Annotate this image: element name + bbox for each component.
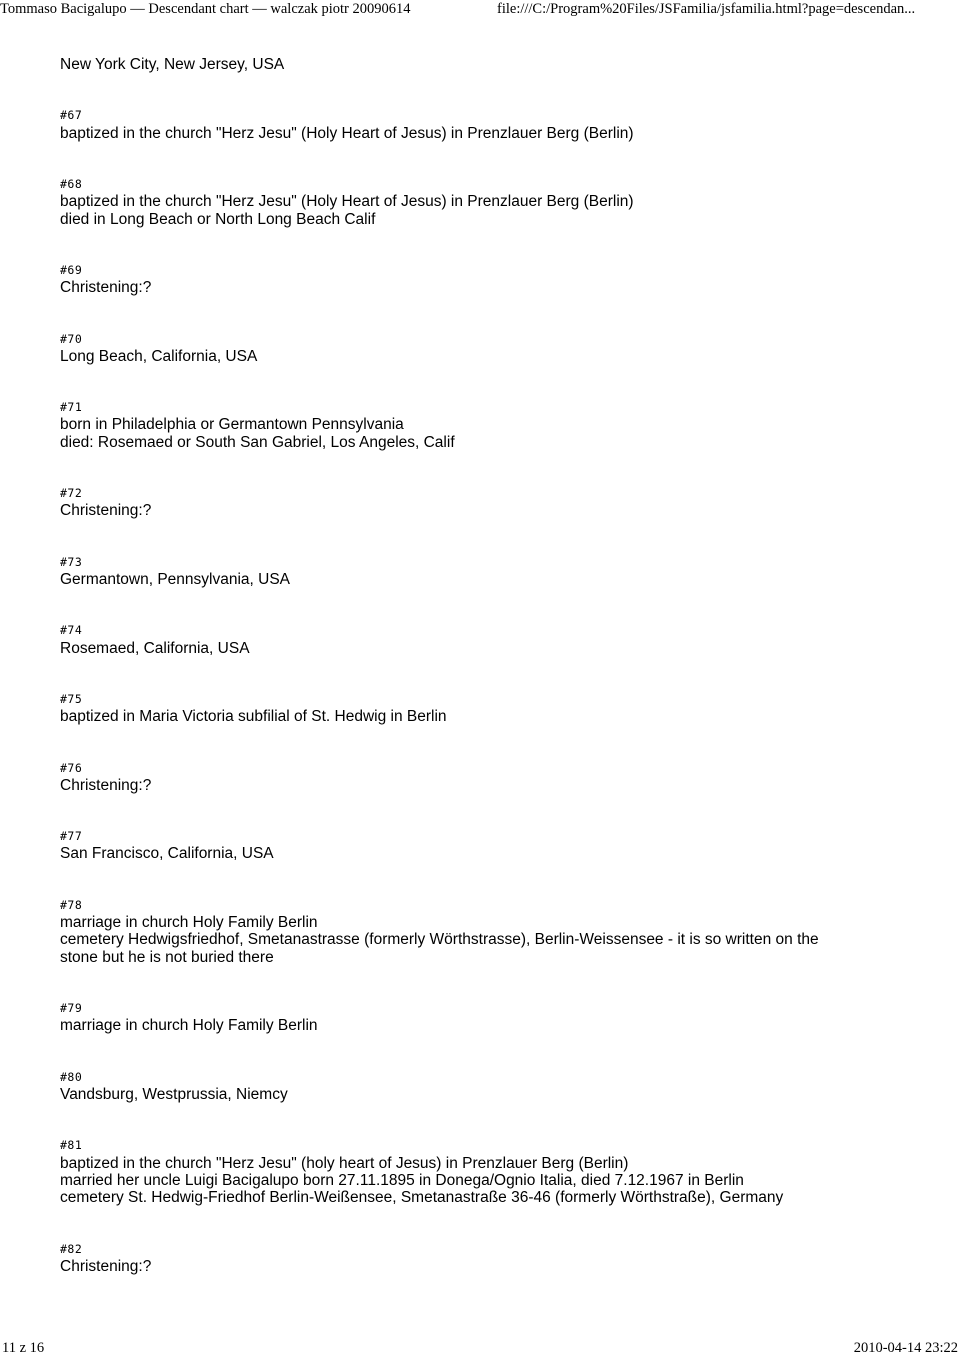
note-line: Germantown, Pennsylvania, USA (60, 570, 291, 588)
note-line: Vandsburg, Westprussia, Niemcy (60, 1085, 288, 1103)
note-line: marriage in church Holy Family Berlin (60, 1017, 318, 1035)
note-73 (60, 554, 910, 623)
note-81 (60, 1137, 910, 1240)
note-id: #78 (60, 897, 83, 912)
note-id: #81 (60, 1138, 83, 1153)
note-line: cemetery Hedwigsfriedhof, Smetanastrasse (formerly Wörthstrasse), Berlin-Weissensee - it is so written on the (60, 931, 819, 949)
note-line: Christening:? (60, 1257, 152, 1275)
note-line: baptized in the church "Herz Jesu" (Holy Heart of Jesus) in Prenzlauer Berg (Berlin) (60, 124, 634, 142)
document-title: Tommaso Bacigalupo — Descendant chart — walczak piotr 20090614 (0, 1, 411, 17)
note-id: #79 (60, 1001, 83, 1016)
note-line: baptized in Maria Victoria subfilial of St. Hedwig in Berlin (60, 708, 447, 726)
note-77 (60, 828, 910, 897)
note-line: cemetery St. Hedwig-Friedhof Berlin-Weißensee, Smetanastraße 36-46 (formerly Wörthstraße), Germany (60, 1189, 784, 1207)
note-id: #71 (60, 400, 83, 415)
note-line: died in Long Beach or North Long Beach Calif (60, 210, 376, 228)
note-id: #75 (60, 691, 83, 706)
note-line: baptized in the church "Herz Jesu" (Holy Heart of Jesus) in Prenzlauer Berg (Berlin) (60, 193, 634, 211)
note-id: #68 (60, 176, 83, 191)
note-id: #77 (60, 829, 83, 844)
note-70 (60, 331, 910, 400)
note-69 (60, 262, 910, 331)
note-68 (60, 176, 910, 262)
note-80 (60, 1069, 910, 1138)
note-id: #70 (60, 331, 83, 346)
note-id: #76 (60, 760, 83, 775)
note-line: New York City, New Jersey, USA (60, 56, 285, 73)
note-line: married her uncle Luigi Bacigalupo born 27.11.1895 in Donega/Ognio Italia, died 7.12.1967 in Berlin (60, 1171, 744, 1189)
note-71 (60, 399, 910, 485)
note-id: #82 (60, 1241, 83, 1256)
note-line: San Francisco, California, USA (60, 845, 274, 863)
page-number: 11 z 16 (2, 1340, 45, 1356)
note-line: Long Beach, California, USA (60, 347, 258, 365)
note-79 (60, 1000, 910, 1069)
document-url: file:///C:/Program%20Files/JSFamilia/jsfamilia.html?page=descendan... (497, 1, 916, 17)
note-72 (60, 485, 910, 554)
note-line: baptized in the church "Herz Jesu" (holy heart of Jesus) in Prenzlauer Berg (Berlin) (60, 1154, 629, 1172)
notes-list (60, 56, 910, 1309)
note-id: #67 (60, 108, 83, 123)
note-line: Christening:? (60, 776, 152, 794)
note-line: Christening:? (60, 279, 152, 297)
print-header (0, 0, 960, 22)
print-footer (0, 1338, 960, 1357)
note-line: stone but he is not buried there (60, 948, 274, 966)
note-line: Christening:? (60, 502, 152, 520)
note-id: #73 (60, 554, 83, 569)
note-id: #72 (60, 486, 83, 501)
note-82 (60, 1241, 910, 1310)
note-id: #80 (60, 1069, 83, 1084)
note-67 (60, 107, 910, 176)
note-line: born in Philadelphia or Germantown Pennsylvania (60, 416, 404, 434)
note-line: Rosemaed, California, USA (60, 639, 250, 657)
note-line: marriage in church Holy Family Berlin (60, 913, 318, 931)
note-75 (60, 691, 910, 760)
note-id: #69 (60, 262, 83, 277)
continued-note (60, 56, 910, 107)
note-line: died: Rosemaed or South San Gabriel, Los Angeles, Calif (60, 433, 455, 451)
note-id: #74 (60, 623, 83, 638)
note-78 (60, 897, 910, 1000)
print-datetime: 2010-04-14 23:22 (853, 1340, 958, 1356)
note-76 (60, 760, 910, 829)
note-74 (60, 622, 910, 691)
